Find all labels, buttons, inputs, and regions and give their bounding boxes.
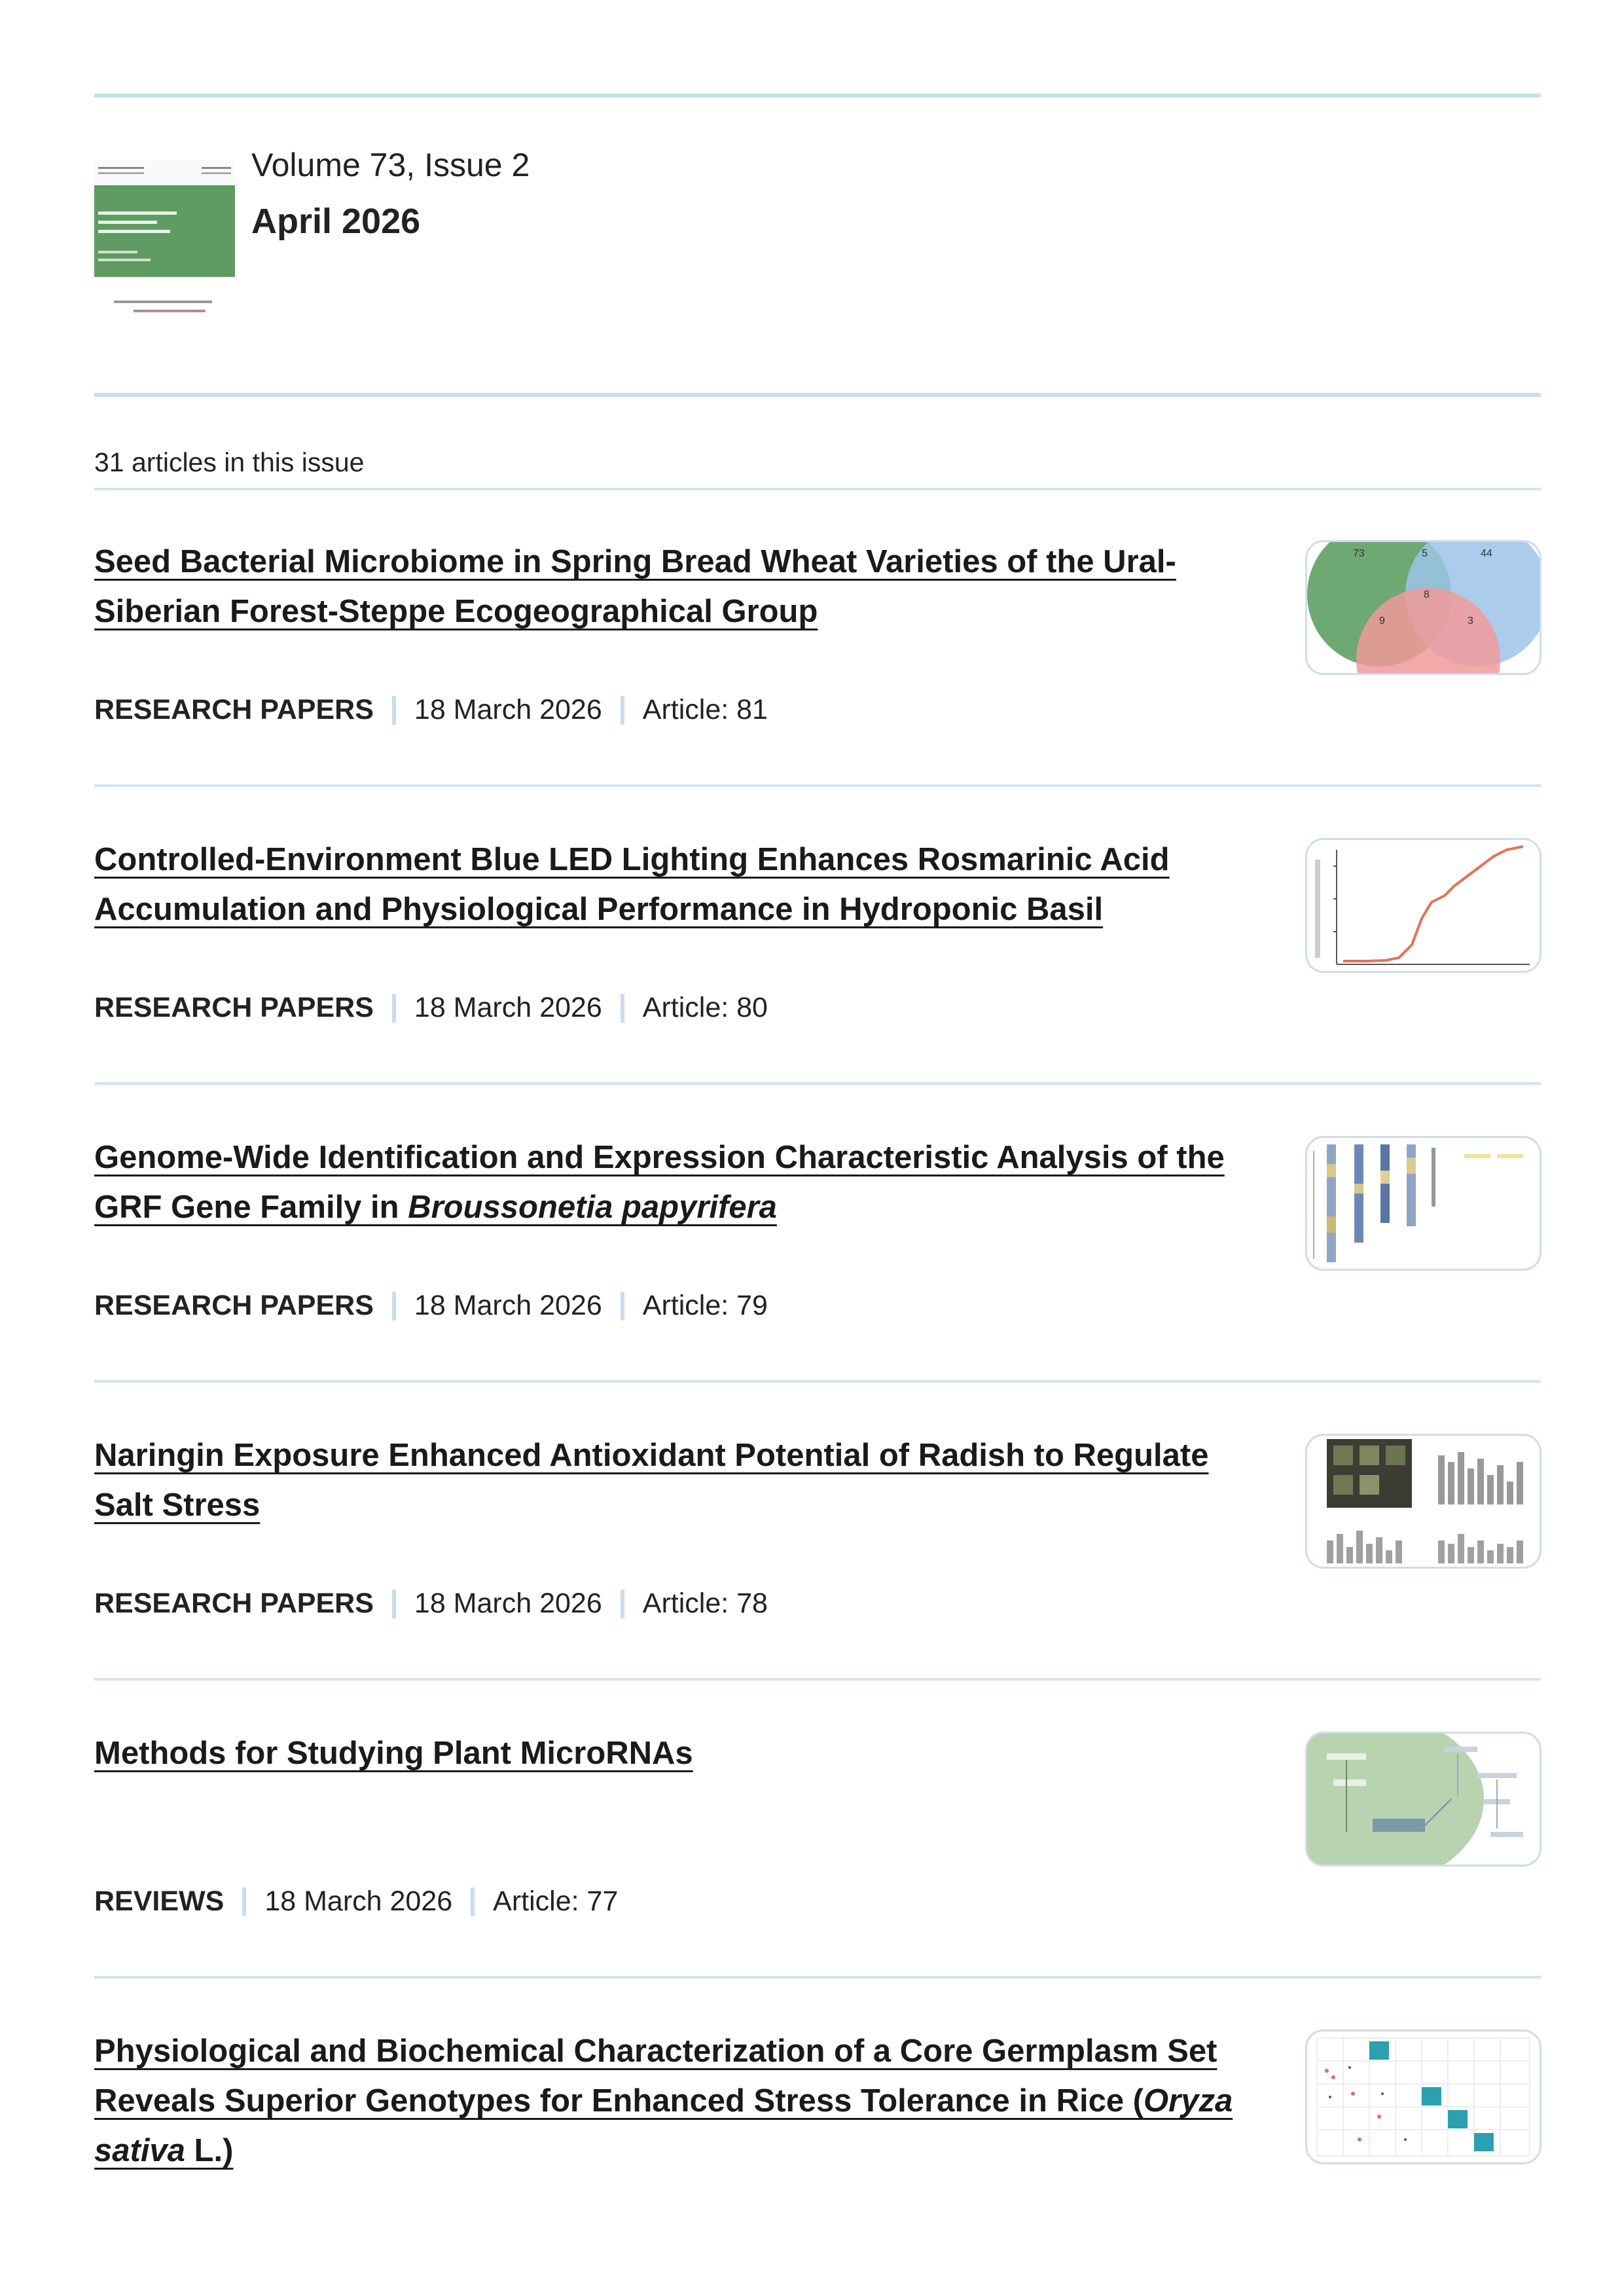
issue-date: April 2026: [251, 202, 421, 241]
article-type: RESEARCH PAPERS: [94, 992, 374, 1023]
top-divider: [94, 94, 1541, 98]
article-item: [94, 835, 1541, 1031]
article-title-link[interactable]: Physiological and Biochemical Characterization of a Core Germplasm Set Reveals Superior Genotypes for Enhanced Stress Tolerance in Rice (Oryza sativa L.): [94, 2033, 1233, 2168]
article-meta: [94, 694, 768, 726]
meta-separator: [621, 1590, 624, 1618]
article-number: Article: 80: [642, 992, 768, 1023]
article-meta: [94, 1886, 618, 1918]
article-date: 18 March 2026: [414, 992, 602, 1023]
article-item: [94, 1430, 1541, 1627]
article-item: [94, 1133, 1541, 1329]
article-divider: [94, 784, 1541, 787]
meta-separator: [621, 1292, 624, 1321]
article-number: Article: 81: [642, 694, 768, 725]
meta-separator: [471, 1887, 475, 1916]
venn-label: 9: [1379, 615, 1385, 627]
meta-separator: [621, 994, 624, 1023]
meta-separator: [392, 1590, 396, 1618]
article-title-link[interactable]: Controlled-Environment Blue LED Lighting Enhances Rosmarinic Acid Accumulation and Physiological Performance in Hydroponic Basil: [94, 842, 1170, 927]
article-title: [94, 1728, 1246, 1778]
pathway-diagram-thumbnail[interactable]: [1305, 1732, 1541, 1867]
meta-separator: [621, 696, 624, 725]
article-count: 31 articles in this issue: [94, 447, 365, 477]
article-type: RESEARCH PAPERS: [94, 1588, 374, 1619]
article-title-link[interactable]: Methods for Studying Plant MicroRNAs: [94, 1736, 693, 1771]
article-date: 18 March 2026: [414, 1588, 602, 1619]
article-type: RESEARCH PAPERS: [94, 694, 374, 725]
count-divider: [94, 488, 1541, 490]
venn-label: 44: [1481, 548, 1492, 559]
article-number: Article: 77: [493, 1886, 619, 1917]
article-title: [94, 835, 1246, 934]
article-meta: [94, 1290, 768, 1322]
meta-separator: [392, 994, 396, 1023]
article-meta: [94, 992, 768, 1024]
venn-label: 5: [1422, 548, 1428, 559]
journal-cover-image[interactable]: [94, 160, 235, 324]
article-date: 18 March 2026: [264, 1886, 453, 1917]
article-date: 18 March 2026: [414, 694, 602, 725]
article-title: [94, 537, 1246, 636]
article-title: [94, 1133, 1246, 1232]
meta-separator: [392, 696, 396, 725]
article-type: REVIEWS: [94, 1886, 225, 1917]
correlation-matrix-thumbnail[interactable]: [1305, 2030, 1541, 2164]
article-divider: [94, 1678, 1541, 1681]
article-type: RESEARCH PAPERS: [94, 1290, 374, 1321]
article-divider: [94, 1082, 1541, 1085]
line-chart-thumbnail[interactable]: [1305, 838, 1541, 973]
article-title: [94, 2026, 1246, 2176]
header-divider: [94, 393, 1541, 397]
meta-separator: [392, 1292, 396, 1321]
issue-volume: Volume 73, Issue 2: [251, 147, 530, 183]
article-divider: [94, 1976, 1541, 1978]
venn-label: 8: [1424, 589, 1430, 600]
venn-label: 3: [1468, 615, 1473, 627]
article-title-link[interactable]: Naringin Exposure Enhanced Antioxidant Potential of Radish to Regulate Salt Stress: [94, 1438, 1209, 1523]
article-title-link[interactable]: Seed Bacterial Microbiome in Spring Bread Wheat Varieties of the Ural-Siberian Forest-Steppe Ecogeographical Group: [94, 544, 1176, 629]
article-item: [94, 2026, 1541, 2223]
article-title: [94, 1430, 1246, 1530]
article-meta: [94, 1588, 768, 1620]
article-item: [94, 537, 1541, 733]
article-item: [94, 1728, 1541, 1925]
article-number: Article: 79: [642, 1290, 768, 1321]
venn-diagram-thumbnail[interactable]: [1305, 540, 1541, 675]
bar-charts-thumbnail[interactable]: [1305, 1434, 1541, 1569]
article-date: 18 March 2026: [414, 1290, 602, 1321]
meta-separator: [242, 1887, 246, 1916]
article-title-link[interactable]: Genome-Wide Identification and Expression Characteristic Analysis of the GRF Gene Family in Broussonetia papyrifera: [94, 1140, 1225, 1225]
article-number: Article: 78: [642, 1588, 768, 1619]
chromosome-map-thumbnail[interactable]: [1305, 1136, 1541, 1271]
article-divider: [94, 1380, 1541, 1383]
venn-label: 73: [1353, 548, 1365, 559]
issue-header: [94, 141, 1541, 337]
